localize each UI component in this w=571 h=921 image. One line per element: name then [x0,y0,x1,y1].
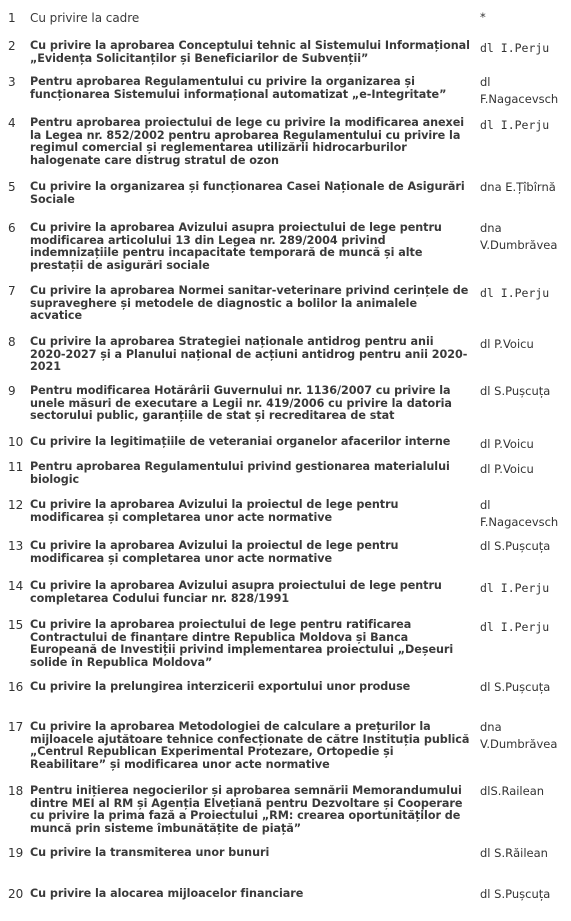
row-title: Cu privire la aprobarea Avizului la proiectul de lege pentru modificarea și completarea unor acte normative [30,498,399,524]
row-number: 6 [8,221,16,235]
row-responsible: dl S.Răilean [480,846,548,860]
row-title: Cu privire la aprobarea Metodologiei de calculare a prețurilor la mijloacele ajutătoare tehnice confecționate de către Instituția publică „Centrul Republican Experimental Protezare, Ortopedie și Reabilitare” și modificarea unor acte normative [30,720,470,771]
row-number: 3 [8,75,16,89]
row-responsible: dl F.Nagacevsch [480,498,559,529]
row-number: 19 [8,846,24,860]
row-number: 11 [8,460,24,474]
row-title: Cu privire la transmiterea unor bunuri [30,846,270,859]
row-title: Cu privire la aprobarea Avizului la proiectul de lege pentru modificarea și completarea unor acte normative [30,539,399,565]
row-title: Pentru aprobarea Regulamentului privind gestionarea materialului biologic [30,460,450,486]
row-number: 1 [8,11,16,25]
row-title: Cu privire la cadre [30,11,140,25]
row-title: Cu privire la aprobarea Avizului asupra proiectului de lege pentru modificarea articolului 13 din Legea nr. 289/2004 privind indemnizațiile pentru incapacitate temporară de muncă și alte prestații de asigurări sociale [30,221,442,272]
row-number: 14 [8,579,24,593]
row-title: Pentru aprobarea proiectului de lege cu privire la modificarea anexei la Legea nr. 852/2002 pentru aprobarea Regulamentului cu privire la regimul comercial și reglementarea utilizării hidrocarburilor halogenate care distrug stratul de ozon [30,116,465,167]
row-responsible: dl S.Pușcuța [480,680,551,694]
row-number: 8 [8,335,16,349]
row-number: 9 [8,384,16,398]
row-responsible: dl I.Perju [480,581,550,595]
row-number: 20 [8,887,24,901]
row-number: 15 [8,618,24,632]
row-responsible: dl P.Voicu [480,337,534,351]
row-number: 2 [8,39,16,53]
row-number: 12 [8,498,24,512]
row-responsible: dna E.Țîbîrnă [480,180,556,194]
row-responsible: dl S.Pușcuța [480,384,551,398]
row-title: Cu privire la prelungirea interzicerii exportului unor produse [30,680,411,693]
row-responsible: dlS.Railean [480,784,545,798]
row-responsible: dna V.Dumbrăvea [480,720,558,751]
row-title: Pentru modificarea Hotărârii Guvernului nr. 1136/2007 cu privire la unele măsuri de executare a Legii nr. 419/2006 cu privire la datoria sectorului public, garanțiile de stat și recreditarea de stat [30,384,452,422]
row-responsible: dl S.Pușcuța [480,539,551,553]
row-number: 10 [8,435,24,449]
row-title: Cu privire la aprobarea Conceptului tehnic al Sistemului Informațional „Evidența Solicitanților și Beneficiarilor de Subvenții” [30,39,470,65]
row-responsible: dl P.Voicu [480,437,534,451]
row-number: 5 [8,180,16,194]
row-responsible: * [480,10,486,24]
row-responsible: dl I.Perju [480,286,550,300]
row-title: Pentru aprobarea Regulamentului cu privire la organizarea și funcționarea Sistemului informațional automatizat „e-Integritate” [30,75,447,101]
row-number: 7 [8,284,16,298]
row-title: Cu privire la alocarea mijloacelor financiare [30,887,304,900]
row-number: 16 [8,680,24,694]
row-title: Cu privire la aprobarea proiectului de lege pentru ratificarea Contractului de finanțare dintre Republica Moldova și Banca Europeană de Investiții privind implementarea proiectului „Deșeuri solide în Republica Moldova” [30,618,454,669]
row-responsible: dl I.Perju [480,620,550,634]
row-number: 4 [8,116,16,130]
row-responsible: dl I.Perju [480,118,550,132]
row-responsible: dl F.Nagacevsch [480,75,559,106]
row-responsible: dl I.Perju [480,41,550,55]
row-title: Pentru inițierea negocierilor și aprobarea semnării Memorandumului dintre MEI al RM și Agenția Elvețiană pentru Dezvoltare și Cooperare cu privire la prima fază a Proiectului „RM: crearea oportunităților de muncă prin sisteme îmbunătățite de piață” [30,784,463,835]
row-title: Cu privire la aprobarea Avizului asupra proiectului de lege pentru completarea Codului funciar nr. 828/1991 [30,579,442,605]
row-responsible: dna V.Dumbrăvea [480,221,558,252]
row-number: 13 [8,539,24,553]
row-title: Cu privire la legitimațiile de veteraniai organelor afacerilor interne [30,435,451,448]
row-title: Cu privire la aprobarea Normei sanitar-veterinare privind cerințele de supraveghere și metodele de diagnostic a bolilor la animalele acvatice [30,284,469,322]
row-number: 17 [8,720,24,734]
row-title: Cu privire la aprobarea Strategiei naționale antidrog pentru anii 2020-2027 și a Planului național de acțiuni antidrog pentru anii 2020-2021 [30,335,468,373]
row-responsible: dl P.Voicu [480,462,534,476]
row-responsible: dl S.Pușcuța [480,887,551,901]
row-title: Cu privire la organizarea și funcționarea Casei Naționale de Asigurări Sociale [30,180,465,206]
row-number: 18 [8,784,24,798]
